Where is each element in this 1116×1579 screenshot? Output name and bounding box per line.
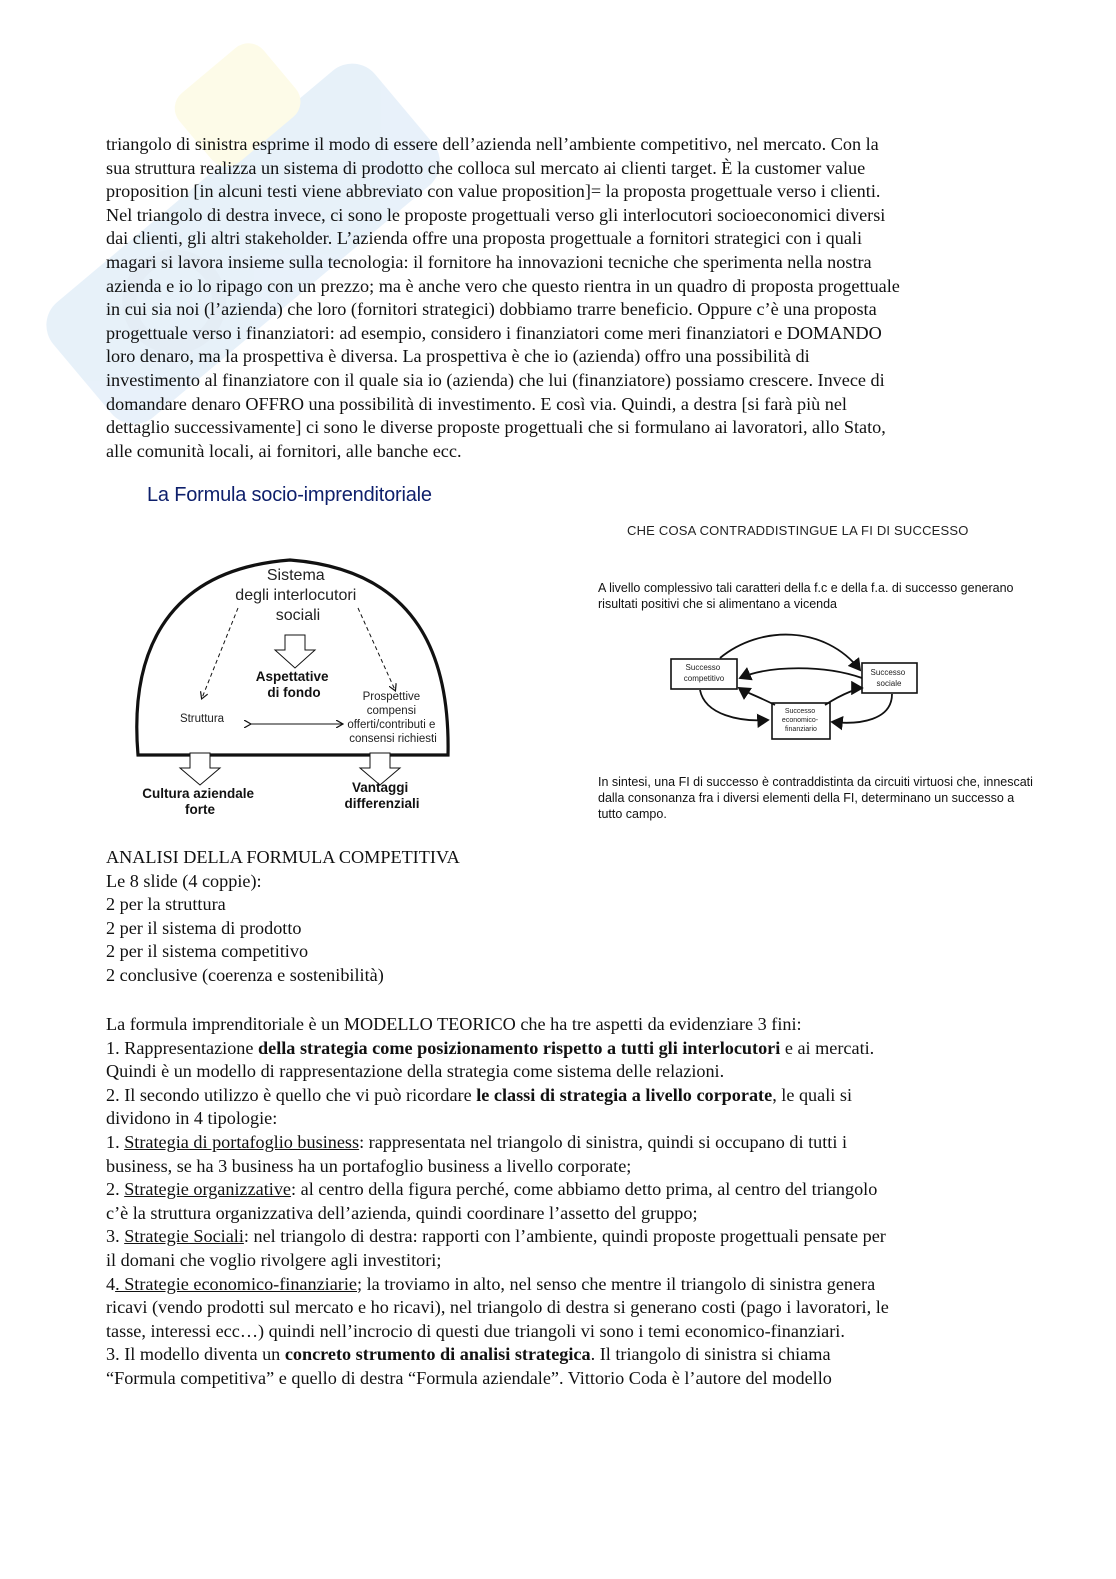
dashed-arrow-right bbox=[358, 608, 395, 690]
list-item: 2 per il sistema di prodotto bbox=[106, 917, 302, 938]
arrow-right-down bbox=[832, 694, 892, 723]
arrow-top-right bbox=[720, 635, 860, 670]
text-line: proposition [in alcuni testi viene abbreviato con value proposition]= la proposta progettuale verso i clienti. bbox=[106, 181, 881, 202]
model-section bbox=[106, 1013, 1006, 1391]
list-item: 2 per la struttura bbox=[106, 894, 226, 915]
model-point-3: 3. Il modello diventa un concreto strumento di analisi strategica. Il triangolo di sinistra si chiama bbox=[106, 1344, 831, 1365]
text-line: ricavi (vendo prodotti sul mercato e ho ricavi), nel triangolo di destra si generano costi (pago i lavoratori, le bbox=[106, 1297, 889, 1318]
text-line: “Formula competitiva” e quello di destra “Formula aziendale”. Vittorio Coda è l’autore del modello bbox=[106, 1367, 832, 1388]
strategy-3: 3. Strategie Sociali: nel triangolo di destra: rapporti con l’ambiente, quindi proposte progettuali pensate per bbox=[106, 1226, 886, 1247]
bottom-left-label: Cultura aziendale forte bbox=[142, 786, 255, 817]
text-line: investimento al finanziatore con il quale sia io (azienda) che lui (finanziatore) possiamo crescere. Invece di bbox=[106, 369, 885, 390]
model-point-2: 2. Il secondo utilizzo è quello che vi può ricordare le classi di strategia a livello corporate, le quali si bbox=[106, 1084, 852, 1105]
list-item: 2 conclusive (coerenza e sostenibilità) bbox=[106, 964, 384, 985]
text-line: Quindi è un modello di rappresentazione della strategia come sistema delle relazioni. bbox=[106, 1061, 725, 1082]
arrow-left-down bbox=[700, 690, 768, 720]
intro-paragraph bbox=[106, 133, 1006, 463]
analysis-subheading: Le 8 slide (4 coppie): bbox=[106, 870, 262, 891]
text-line: business, se ha 3 business ha un portafoglio business a livello corporate; bbox=[106, 1155, 632, 1176]
bottom-right-label: Vantaggi differenziali bbox=[344, 780, 420, 811]
figure-right-heading: CHE COSA CONTRADDISTINGUE LA FI DI SUCCESSO bbox=[627, 523, 969, 538]
model-point-1: 1. Rappresentazione della strategia come posizionamento rispetto a tutti gli interlocutori e ai mercati. bbox=[106, 1037, 875, 1058]
figure-right-intro: A livello complessivo tali caratteri della f.c e della f.a. di successo generano risultati positivi che si alimentano a vicenda bbox=[598, 581, 1014, 611]
analysis-section bbox=[106, 846, 1006, 988]
arrow-top-left bbox=[740, 668, 862, 678]
text-line: Nel triangolo di destra invece, ci sono le proposte progettuali verso gli interlocutori socioeconomici diversi bbox=[106, 204, 886, 225]
socio-entrepreneurial-diagram bbox=[120, 540, 470, 830]
text-line: dividono in 4 tipologie: bbox=[106, 1108, 278, 1129]
text-line: progettuale verso i finanziatori: ad esempio, considero i finanziatori come meri finanziatori e DOMANDO bbox=[106, 322, 882, 343]
arrow-mid-right bbox=[825, 688, 862, 705]
analysis-heading: ANALISI DELLA FORMULA COMPETITIVA bbox=[106, 847, 460, 867]
text-line: in cui sia noi (l’azienda) che loro (fornitori strategici) dobbiamo trarre beneficio. Oppure c’è una proposta bbox=[106, 299, 877, 320]
left-label: Struttura bbox=[179, 713, 225, 725]
text-line: il domani che voglio rivolgere agli investitori; bbox=[106, 1249, 442, 1270]
list-item: 2 per il sistema competitivo bbox=[106, 941, 309, 962]
text-line: sua struttura realizza un sistema di prodotto che colloca sul mercato ai clienti target. È la customer value bbox=[106, 157, 866, 178]
figure-right-summary: In sintesi, una FI di successo è contraddistinta da circuiti virtuosi che, innescati dalla consonanza fra i diversi elementi della FI, determinano un successo a tutto campo. bbox=[598, 775, 1033, 821]
success-cycle-diagram bbox=[660, 630, 930, 750]
dashed-arrow-left bbox=[202, 608, 238, 698]
top-label: Sistema degli interlocutori sociali bbox=[235, 567, 357, 624]
text-line: magari si lavora insieme sulla tecnologia: il fornitore ha innovazioni tecniche che sperimenta nella nostra bbox=[106, 251, 872, 272]
text-line: tasse, interessi ecc…) quindi nell’incrocio di questi due triangoli vi sono i temi economico-finanziari. bbox=[106, 1320, 845, 1341]
strategy-2: 2. Strategie organizzative: al centro della figura perché, come abbiamo detto prima, al centro del triangolo bbox=[106, 1179, 878, 1200]
figure-left-title: La Formula socio-imprenditoriale bbox=[147, 484, 432, 506]
center-label: Aspettative di fondo bbox=[255, 669, 329, 700]
text-line: dai clienti, gli altri stakeholder. L’azienda offre una proposta progettuale a fornitori strategici con i quali bbox=[106, 228, 863, 249]
strategy-4: 4. Strategie economico-finanziarie; la troviamo in alto, nel senso che mentre il triangolo di sinistra genera bbox=[106, 1273, 876, 1294]
center-down-arrow bbox=[275, 635, 315, 668]
svg-text:Successo economico-: Successo economico- finanziario bbox=[781, 708, 819, 733]
svg-text:Successo competitivo: Successo competitivo bbox=[683, 663, 725, 683]
model-intro: La formula imprenditoriale è un MODELLO TEORICO che ha tre aspetti da evidenziare 3 fini: bbox=[106, 1014, 802, 1034]
text-line: azienda e io lo ripago con un prezzo; ma è anche vero che questo rientra in un quadro di proposta progettuale bbox=[106, 275, 900, 296]
text-line: dettaglio successivamente] ci sono le diverse proposte progettuali che si formulano ai lavoratori, allo Stato, bbox=[106, 417, 886, 438]
text-line: triangolo di sinistra esprime il modo di essere dell’azienda nell’ambiente competitivo, nel mercato. Con la bbox=[106, 134, 879, 154]
text-line: domandare denaro OFFRO una possibilità di investimento. E così via. Quindi, a destra [si farà più nel bbox=[106, 393, 847, 414]
svg-text:Successo sociale: Successo sociale bbox=[870, 668, 906, 688]
bottom-left-arrow bbox=[180, 753, 220, 785]
text-line: alle comunità locali, ai fornitori, alle banche ecc. bbox=[106, 440, 462, 461]
text-line: c’è la struttura organizzativa dell’azienda, quindi coordinare l’assetto del gruppo; bbox=[106, 1202, 698, 1223]
right-label: Prospettive compensi offerti/contributi e consensi richiesti bbox=[347, 691, 437, 745]
arrow-mid-left bbox=[739, 688, 775, 705]
text-line: loro denaro, ma la prospettiva è diversa. La prospettiva è che io (azienda) offro una possibilità di bbox=[106, 346, 810, 367]
strategy-1: 1. Strategia di portafoglio business: rappresentata nel triangolo di sinistra, quindi si occupano di tutti i bbox=[106, 1131, 848, 1152]
